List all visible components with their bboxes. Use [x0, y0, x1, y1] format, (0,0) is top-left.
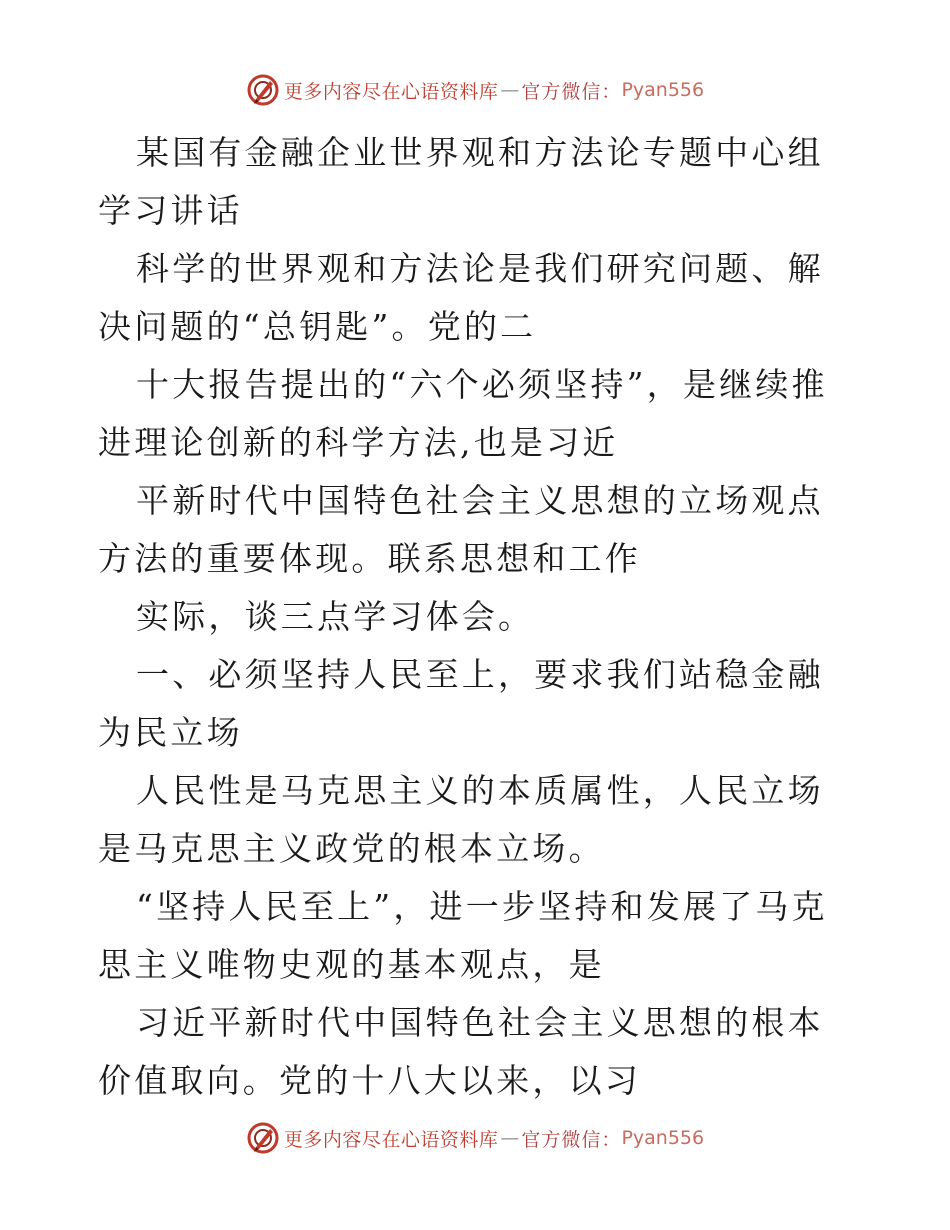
paragraph: 实际，谈三点学习体会。 [136, 597, 535, 636]
banner-official-label: 官方微信： [521, 1128, 622, 1151]
banner-dash: — [500, 79, 520, 101]
banner-dash: — [500, 1127, 520, 1149]
document-body [98, 124, 858, 1110]
paragraph: 科学的世界观和方法论是我们研究问题、解决问题的“总钥匙”。党的二 [98, 249, 824, 346]
paragraph: 人民性是马克思主义的本质属性，人民立场是马克思主义政党的根本立场。 [98, 771, 824, 868]
banner-brand-text: 更多内容尽在心语资料库 [283, 1128, 499, 1151]
banner-wechat-id: Pyan556 [621, 1127, 705, 1149]
paragraph: 平新时代中国特色社会主义思想的立场观点方法的重要体现。联系思想和工作 [98, 481, 824, 578]
paragraph: “坚持人民至上”，进一步坚持和发展了马克思主义唯物史观的基本观点，是 [98, 887, 828, 984]
banner-official-label: 官方微信： [521, 80, 622, 103]
paragraph: 习近平新时代中国特色社会主义思想的根本价值取向。党的十八大以来，以习 [98, 1003, 824, 1100]
footer-banner [0, 1118, 950, 1158]
banner-brand-text: 更多内容尽在心语资料库 [283, 80, 499, 103]
pen-logo-icon [246, 1121, 280, 1155]
paragraph-title: 某国有金融企业世界观和方法论专题中心组学习讲话 [98, 133, 824, 230]
section-heading: 一、必须坚持人民至上，要求我们站稳金融为民立场 [98, 655, 824, 752]
header-banner [0, 70, 950, 110]
pen-logo-icon [246, 73, 280, 107]
banner-wechat-id: Pyan556 [621, 79, 705, 101]
paragraph: 十大报告提出的“六个必须坚持”，是继续推进理论创新的科学方法,也是习近 [98, 365, 828, 462]
